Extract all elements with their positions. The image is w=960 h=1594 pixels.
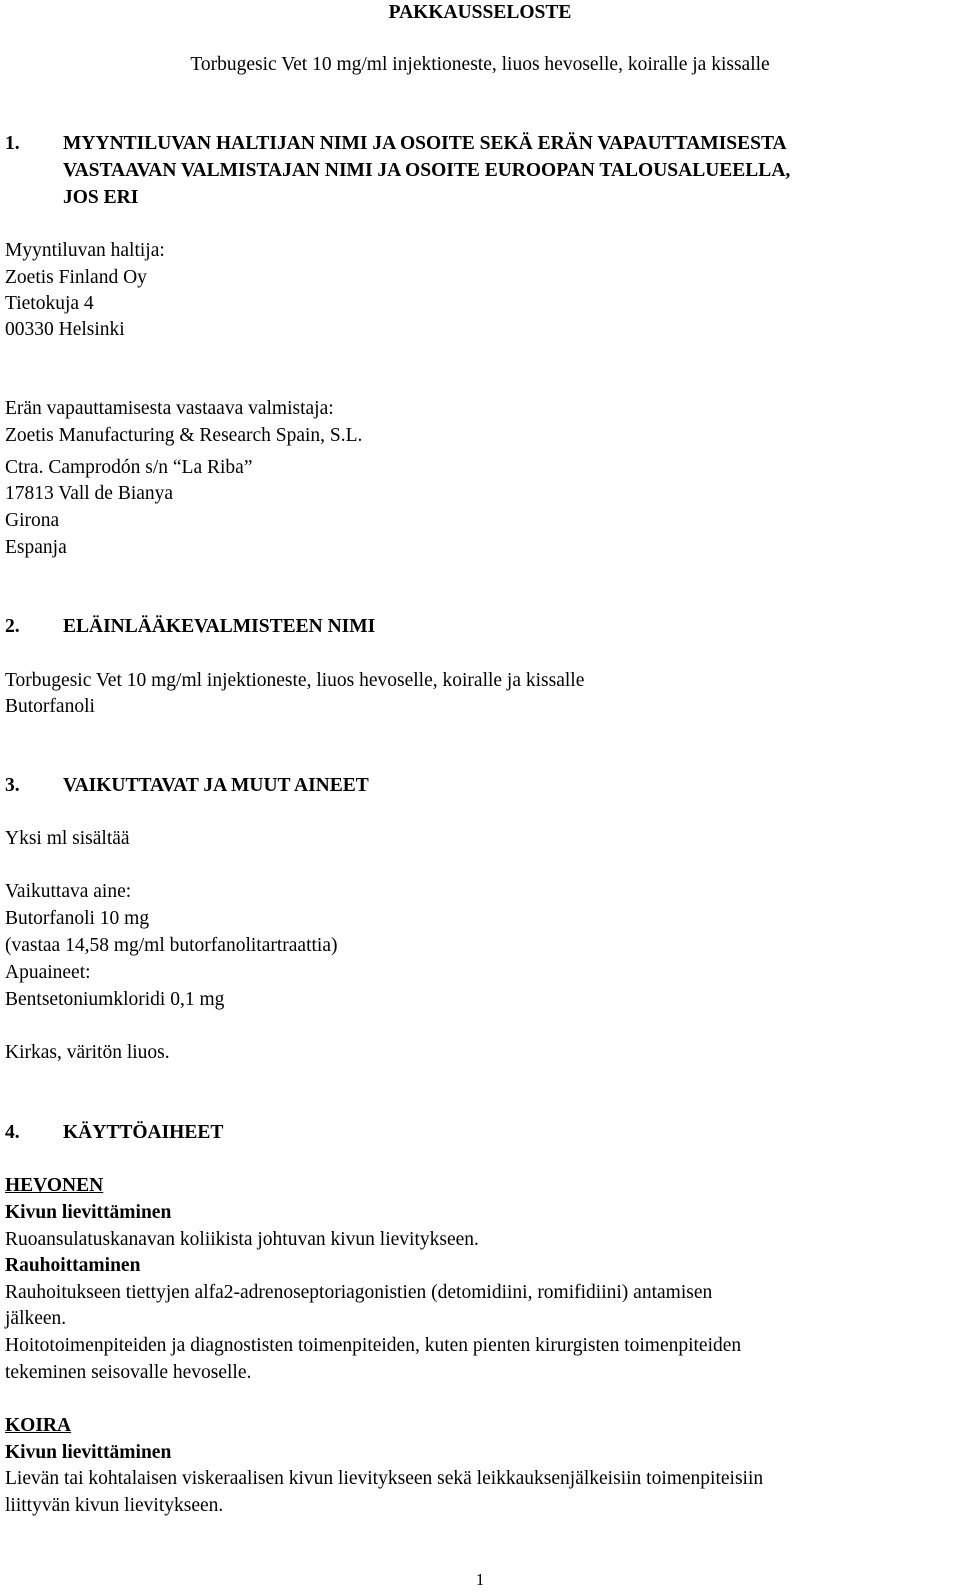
section-1-heading-line-1: MYYNTILUVAN HALTIJAN NIMI JA OSOITE SEKÄ ERÄN VAPAUTTAMISESTA bbox=[63, 133, 787, 154]
manufacturer-region: Girona bbox=[5, 510, 60, 531]
holder-city: 00330 Helsinki bbox=[5, 319, 125, 340]
manufacturer-street: Ctra. Camprodón s/n “La Riba” bbox=[5, 457, 253, 478]
holder-label: Myyntiluvan haltija: bbox=[5, 240, 165, 261]
dog-pain-title: Kivun lievittäminen bbox=[5, 1442, 172, 1463]
manufacturer-label: Erän vapauttamisesta vastaava valmistaja: bbox=[5, 398, 334, 419]
section-3-number: 3. bbox=[5, 775, 20, 796]
section-4-heading-text: KÄYTTÖAIHEET bbox=[63, 1122, 224, 1143]
document-title: PAKKAUSSELOSTE bbox=[388, 2, 572, 23]
dog-pain-line-1: Lievän tai kohtalaisen viskeraalisen kivun lievitykseen sekä leikkauksenjälkeisiin toimenpiteisiin bbox=[5, 1468, 764, 1489]
section-1-heading bbox=[5, 131, 787, 158]
section-3-heading bbox=[5, 773, 369, 800]
horse-species-heading: HEVONEN bbox=[5, 1175, 104, 1196]
section-1-heading-line-3: JOS ERI bbox=[63, 187, 139, 208]
section-4-number: 4. bbox=[5, 1122, 20, 1143]
section-1-heading-line-2: VASTAAVAN VALMISTAJAN NIMI JA OSOITE EUROOPAN TALOUSALUEELLA, bbox=[63, 160, 791, 181]
active-substance-value: Butorfanoli 10 mg bbox=[5, 908, 150, 929]
active-substance-label: Vaikuttava aine: bbox=[5, 881, 132, 902]
section-1-number: 1. bbox=[5, 133, 20, 154]
dog-species-heading: KOIRA bbox=[5, 1415, 72, 1436]
holder-street: Tietokuja 4 bbox=[5, 293, 94, 314]
product-subtitle: Torbugesic Vet 10 mg/ml injektioneste, liuos hevoselle, koiralle ja kissalle bbox=[190, 54, 770, 75]
section-4-heading bbox=[5, 1120, 223, 1147]
horse-sedation-title: Rauhoittaminen bbox=[5, 1255, 141, 1276]
manufacturer-city: 17813 Vall de Bianya bbox=[5, 483, 174, 504]
horse-procedure-line-1: Hoitotoimenpiteiden ja diagnostisten toimenpiteiden, kuten pienten kirurgisten toimenpiteiden bbox=[5, 1335, 742, 1356]
composition-intro: Yksi ml sisältää bbox=[5, 828, 130, 849]
active-substance-equivalent: (vastaa 14,58 mg/ml butorfanolitartraattia) bbox=[5, 935, 338, 956]
horse-pain-title: Kivun lievittäminen bbox=[5, 1202, 172, 1223]
dog-pain-line-2: liittyvän kivun lievitykseen. bbox=[5, 1495, 224, 1516]
excipient-value: Bentsetoniumkloridi 0,1 mg bbox=[5, 989, 225, 1010]
appearance-text: Kirkas, väritön liuos. bbox=[5, 1042, 170, 1063]
substance-name: Butorfanoli bbox=[5, 696, 95, 717]
horse-sedation-line-1: Rauhoitukseen tiettyjen alfa2-adrenoseptoriagonistien (detomidiini, romifidiini) antamisen bbox=[5, 1282, 713, 1303]
page-number: 1 bbox=[475, 1570, 485, 1589]
horse-sedation-line-2: jälkeen. bbox=[5, 1308, 67, 1329]
holder-name: Zoetis Finland Oy bbox=[5, 267, 147, 288]
horse-pain-text: Ruoansulatuskanavan koliikista johtuvan kivun lievitykseen. bbox=[5, 1229, 479, 1250]
section-2-heading-text: ELÄINLÄÄKEVALMISTEEN NIMI bbox=[63, 616, 376, 637]
section-3-heading-text: VAIKUTTAVAT JA MUUT AINEET bbox=[63, 775, 369, 796]
product-name: Torbugesic Vet 10 mg/ml injektioneste, liuos hevoselle, koiralle ja kissalle bbox=[5, 670, 585, 691]
horse-procedure-line-2: tekeminen seisovalle hevoselle. bbox=[5, 1362, 252, 1383]
manufacturer-name: Zoetis Manufacturing & Research Spain, S.L. bbox=[5, 425, 363, 446]
excipient-label: Apuaineet: bbox=[5, 962, 91, 983]
section-2-heading bbox=[5, 614, 375, 641]
section-2-number: 2. bbox=[5, 616, 20, 637]
manufacturer-country: Espanja bbox=[5, 537, 67, 558]
